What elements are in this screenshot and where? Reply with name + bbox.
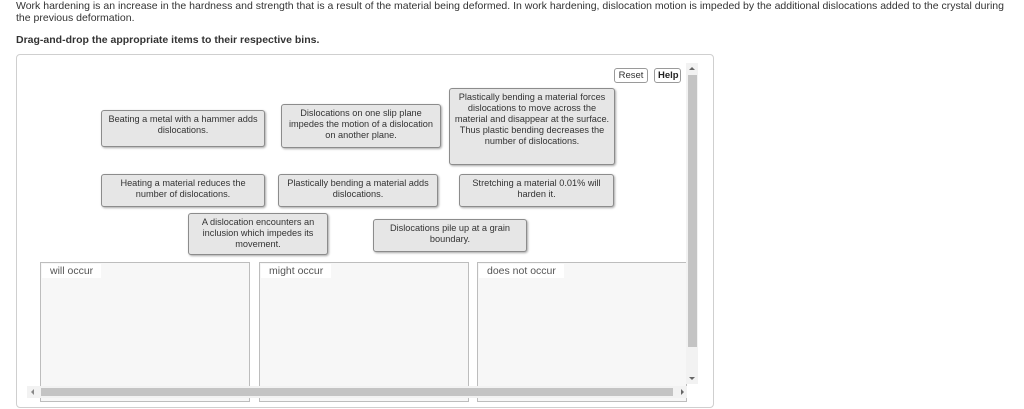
drag-drop-panel xyxy=(16,54,714,408)
instruction-text: Drag-and-drop the appropriate items to their respective bins. xyxy=(16,34,320,46)
bin-label: does not occur xyxy=(479,264,564,278)
bin-label: will occur xyxy=(42,264,101,278)
draggable-item[interactable] xyxy=(373,219,527,252)
horizontal-scrollbar[interactable] xyxy=(27,386,687,398)
bin-does-not-occur[interactable] xyxy=(477,262,687,402)
bin-might-occur[interactable] xyxy=(259,262,469,402)
draggable-item[interactable] xyxy=(188,213,328,255)
horizontal-scroll-thumb[interactable] xyxy=(41,388,673,396)
draggable-item[interactable] xyxy=(101,174,265,207)
bin-will-occur[interactable] xyxy=(40,262,250,402)
draggable-item[interactable] xyxy=(278,174,438,207)
bin-label: might occur xyxy=(261,264,331,278)
item-label: Beating a metal with a hammer adds dislocations. xyxy=(108,114,258,135)
item-label: Stretching a material 0.01% will harden it. xyxy=(472,178,601,199)
draggable-item[interactable] xyxy=(459,174,614,207)
help-button[interactable]: Help xyxy=(654,68,681,83)
vertical-scrollbar[interactable] xyxy=(686,63,698,384)
item-label: Dislocations pile up at a grain boundary. xyxy=(389,223,511,244)
draggable-item[interactable] xyxy=(449,88,615,165)
reset-button[interactable]: Reset xyxy=(614,68,648,83)
intro-text: Work hardening is an increase in the hardness and strength that is a result of the material being deformed. In work hardening, dislocation motion is impeded by the additional dislocations added to the crystal during the previous deformation. xyxy=(16,0,1004,24)
item-label: Plastically bending a material adds dislocations. xyxy=(287,178,429,199)
draggable-item[interactable] xyxy=(101,110,265,147)
scroll-up-arrow-icon[interactable] xyxy=(689,67,695,70)
vertical-scroll-thumb[interactable] xyxy=(688,75,697,347)
draggable-item[interactable] xyxy=(281,104,441,148)
item-label: Plastically bending a material forces dislocations to move across the material and disappear at the surface. Thus plastic bending decreases the number of dislocations. xyxy=(454,92,610,146)
item-label: Heating a material reduces the number of dislocations. xyxy=(120,178,246,199)
scroll-down-arrow-icon[interactable] xyxy=(689,377,695,380)
scroll-left-arrow-icon[interactable] xyxy=(31,389,34,395)
item-label: Dislocations on one slip plane impedes the motion of a dislocation on another plane. xyxy=(288,108,434,140)
item-label: A dislocation encounters an inclusion which impedes its movement. xyxy=(201,217,315,249)
scroll-right-arrow-icon[interactable] xyxy=(681,389,684,395)
